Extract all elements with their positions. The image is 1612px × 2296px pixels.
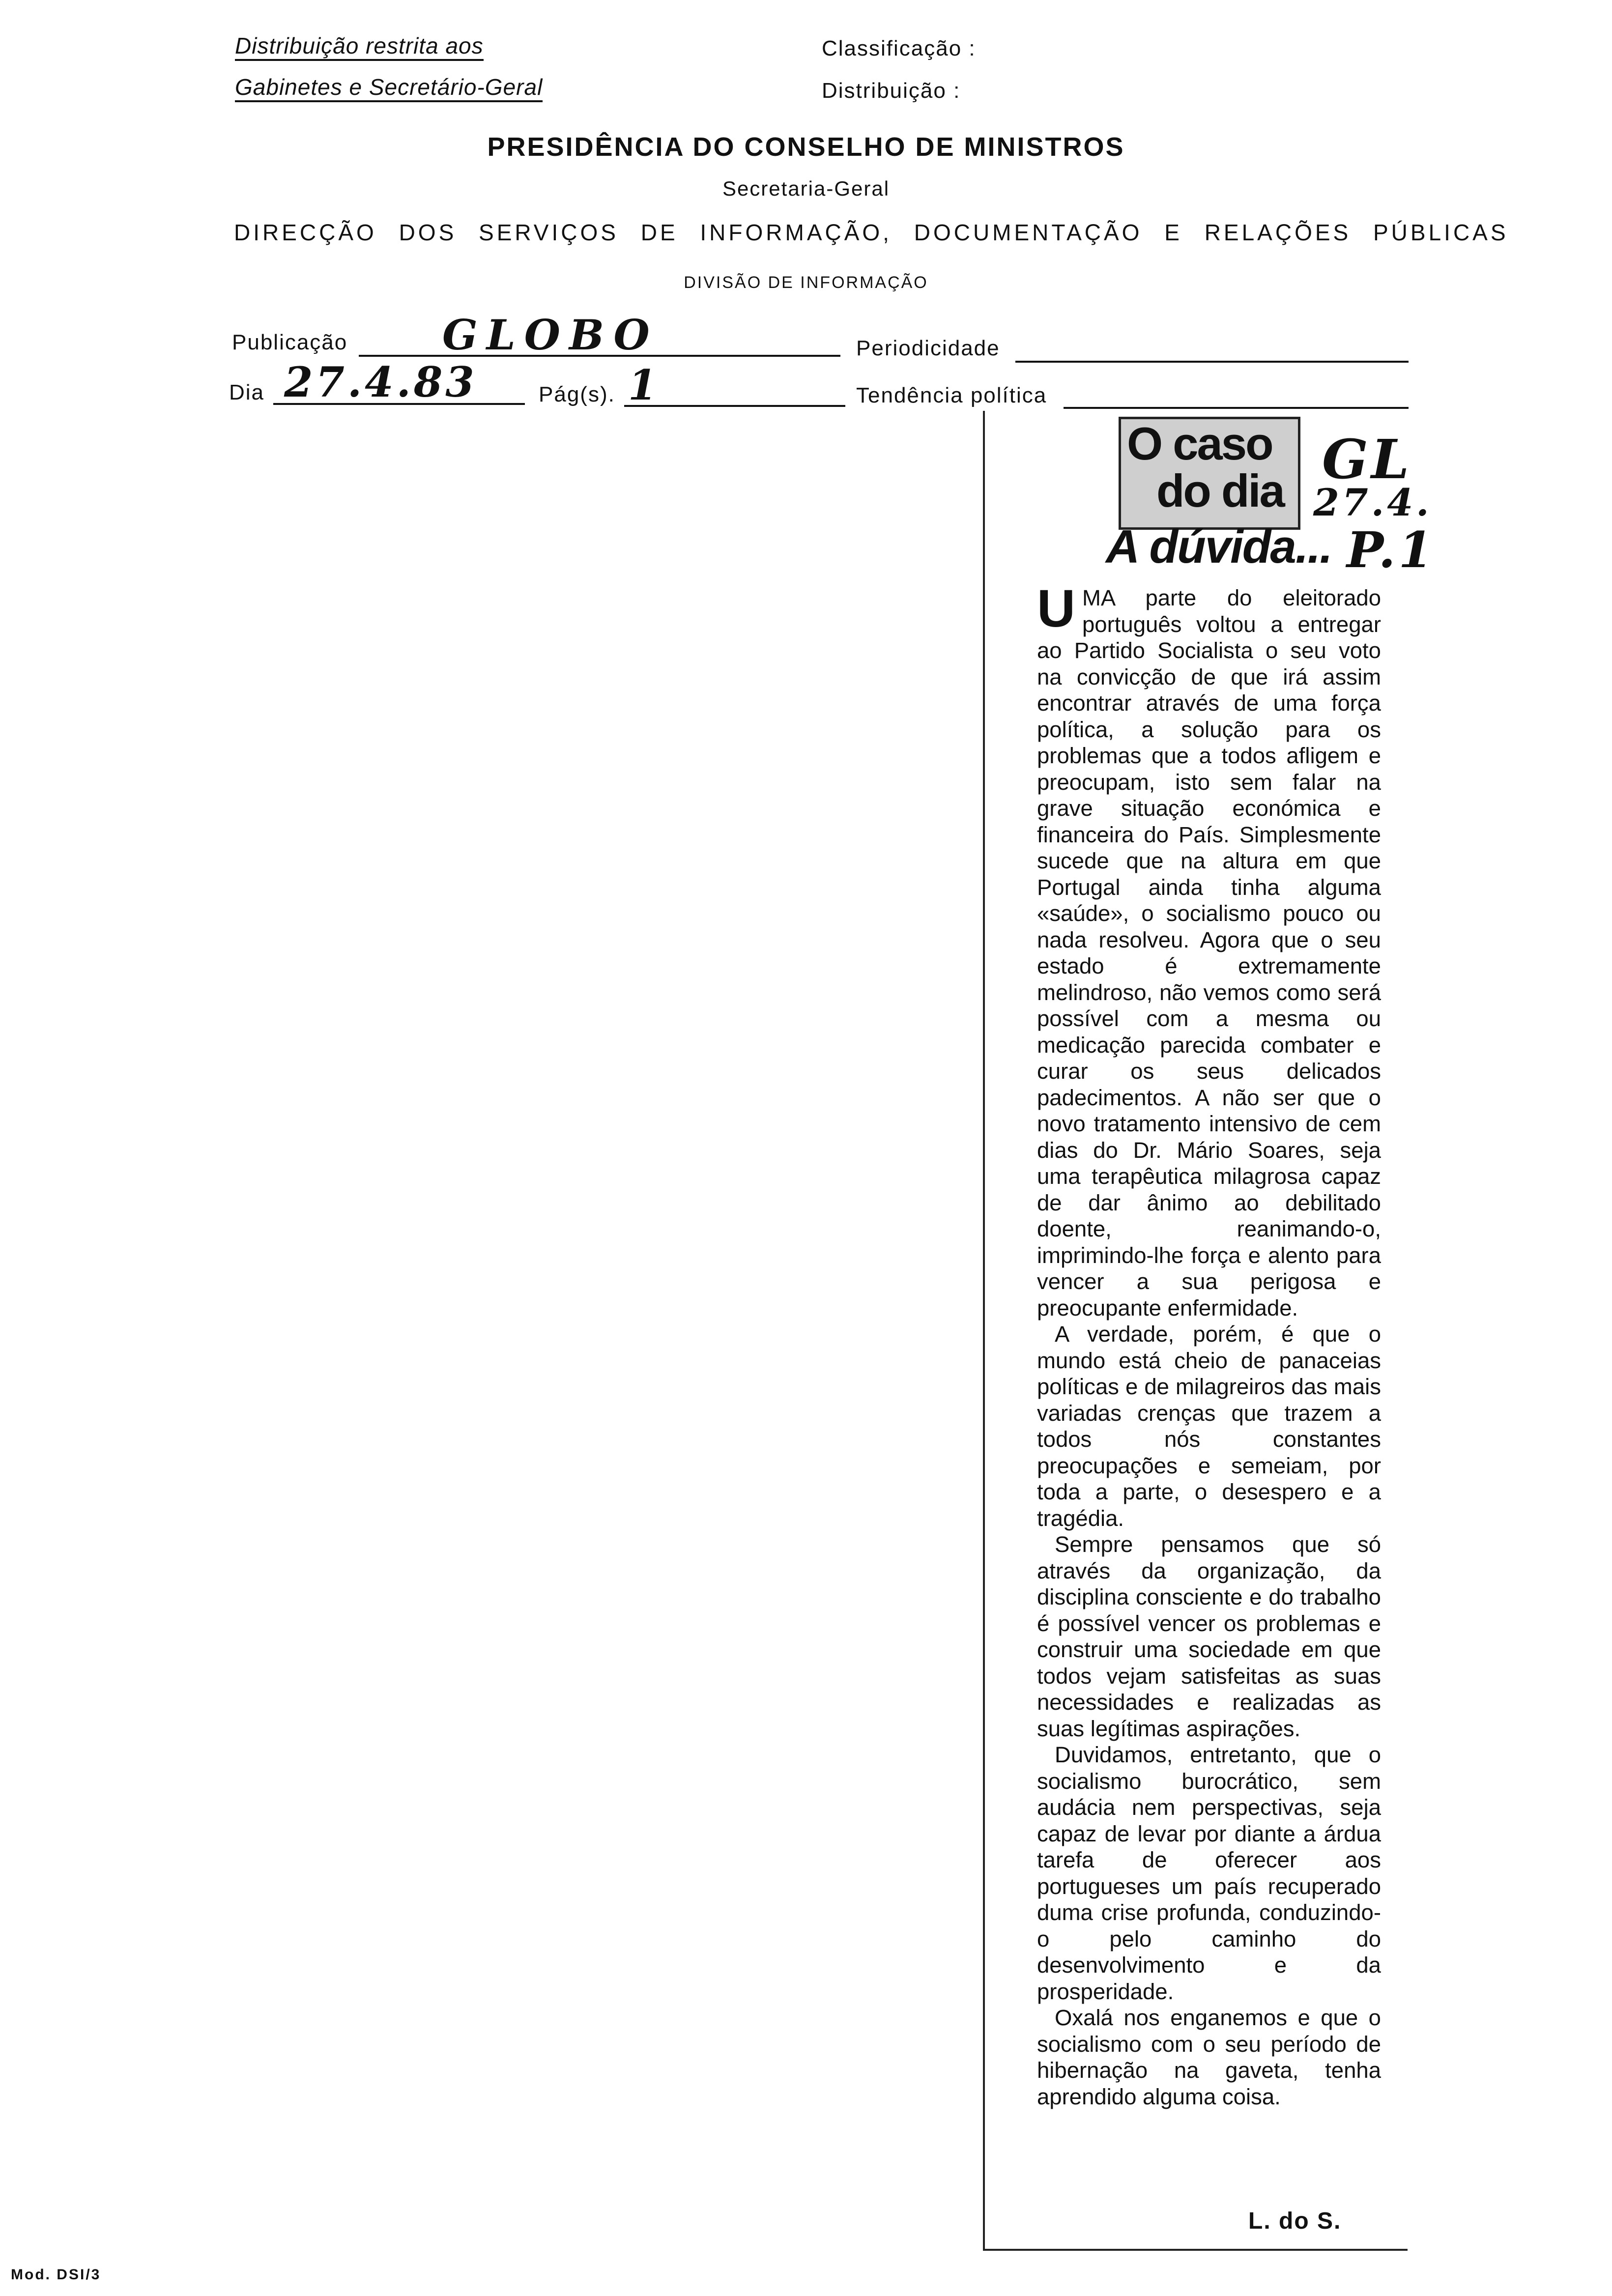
stamp-line1: O caso	[1127, 418, 1272, 469]
article-paragraph: Duvidamos, entretanto, que o socialismo burocrático, sem audácia nem perspectivas, seja capaz de levar por diante a árdua tarefa de oferecer aos portugueses um país recuperado duma crise profunda, conduzindo-o pelo caminho do desenvolvimento e da prosperidade.	[1037, 1742, 1381, 2004]
tendency-field-line	[1064, 407, 1409, 409]
handwritten-date: 27.4.	[1313, 481, 1432, 524]
article-paragraph	[1037, 578, 1381, 1321]
pages-label: Pág(s).	[539, 382, 615, 406]
article-body	[1037, 578, 1381, 2110]
article-paragraph: Sempre pensamos que só através da organização, da disciplina consciente e do trabalho é possível vencer os problemas e construir uma sociedade em que todos vejam satisfeitas as suas necessidades e realizadas as suas legítimas aspirações.	[1037, 1532, 1381, 1741]
day-value: 27.4.83	[284, 358, 477, 406]
stamp-line2: do dia	[1156, 465, 1284, 517]
distribution-label: Distribuição :	[822, 79, 961, 103]
paragraph-text: MA parte do eleitorado português voltou a entregar ao Partido Socialista o seu voto na convicção de que irá assim encontrar através de uma força política, a solução para os problemas que a todos afligem e preocupam, isto sem falar na grave situação económica e financeira do País. Simplesmente sucede que na altura em que Portugal ainda tinha alguma «saúde», o socialismo pouco ou nada resolveu. Agora que o seu estado é extremamente melindroso, não vemos como será possível com a mesma ou medicação parecida combater e curar os seus delicados padecimentos. A não ser que o novo tratamento intensivo de cem dias do Dr. Mário Soares, seja uma terapêutica milagrosa capaz de dar ânimo ao debilitado doente, reanimando-o, imprimindo-lhe força e alento para vencer a sua perigosa e preocupante enfermidade.	[1037, 585, 1381, 1320]
day-label: Dia	[229, 380, 265, 404]
directorate-heading: DIRECÇÃO DOS SERVIÇOS DE INFORMAÇÃO, DOCUMENTAÇÃO E RELAÇÕES PÚBLICAS	[234, 220, 1509, 245]
restricted-distribution-line1: Distribuição restrita aos	[235, 32, 484, 61]
periodicity-field-line	[1015, 361, 1409, 363]
form-model-code: Mod. DSI/3	[11, 2267, 101, 2283]
author-signature: L. do S.	[1248, 2208, 1342, 2234]
restricted-distribution-line2: Gabinetes e Secretário-Geral	[235, 74, 543, 102]
pages-value: 1	[628, 361, 660, 409]
article-paragraph: Oxalá nos enganemos e que o socialismo com o seu período de hibernação na gaveta, tenha aprendido alguma coisa.	[1037, 2005, 1381, 2109]
article-paragraph: A verdade, porém, é que o mundo está cheio de panaceias políticas e de milagreiros das mais variadas crenças que trazem a todos nós constantes preocupações e semeiam, por toda a parte, o desespero e a tragédia.	[1037, 1321, 1381, 1531]
section-stamp	[1119, 417, 1300, 530]
handwritten-reference: GL	[1322, 428, 1412, 491]
publication-value: GLOBO	[442, 311, 659, 359]
article-title: A dúvida...	[1106, 520, 1332, 573]
publication-label: Publicação	[232, 330, 348, 354]
page-title: PRESIDÊNCIA DO CONSELHO DE MINISTROS	[487, 132, 1125, 162]
classification-label: Classificação :	[822, 36, 976, 60]
periodicity-label: Periodicidade	[856, 336, 1000, 360]
division-heading: DIVISÃO DE INFORMAÇÃO	[684, 273, 928, 292]
drop-cap: U	[1037, 578, 1075, 638]
handwritten-page: P.1	[1347, 521, 1436, 579]
page-subtitle: Secretaria-Geral	[722, 177, 890, 200]
tendency-label: Tendência política	[856, 383, 1047, 407]
